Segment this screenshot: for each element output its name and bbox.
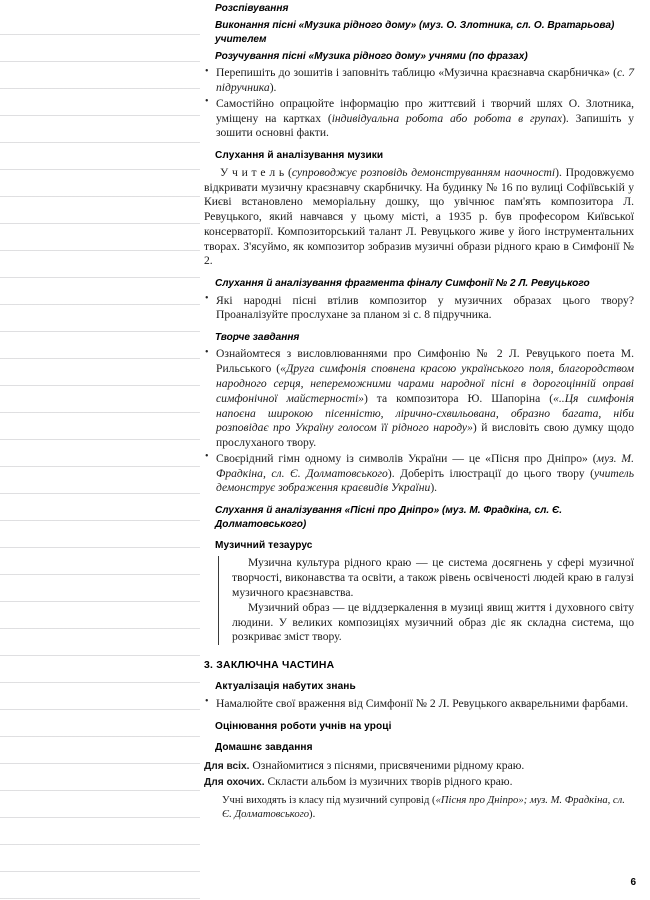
exit-note-pre: Учні виходять із класу під музичний супровід ( xyxy=(222,795,436,807)
heading-creative-task: Творче завдання xyxy=(215,332,300,344)
part-3: ) й висловіть свою думку щодо прослуханого твору. xyxy=(216,421,634,450)
homework-all-label: Для всіх. xyxy=(204,760,250,772)
homework-optional-label: Для охочих. xyxy=(204,777,265,789)
list-item: • Які народні пісні втілив композитор у музичних образах цього твору? Проаналізуйте прослухане за планом зі с. 8 підручника. xyxy=(204,294,634,324)
page-number: 6 xyxy=(630,877,636,888)
bullet-text-italic: с. 7 підручника xyxy=(216,66,634,95)
teacher-paragraph-text: ). Продовжуємо відкривати музичну краєзнавчу скарбничку. На будинку № 16 по вулиці Софіївській у Києві встановлено меморіальну дошку, що увічнює пам'ять композитора Л. Ревуцького, який навчався у цьому місті, а 1935 р. був професором Київської консерваторії. Композиторський талант Л. Ревуцького живе у його інструментальних творах. З'ясуймо, як композитор зобразив музичні образи рідного краю в Симфонії № 2. xyxy=(204,165,635,268)
homework-optional-text: Скласти альбом із музичних творів рідного краю. xyxy=(267,775,513,789)
thesaurus-entry: Музична культура рідного краю — це система досягнень у сфері музичної творчості, виконавства та освіти, а також рівень освіченості людей краю в галузі музичного краєзнавства. xyxy=(232,556,634,600)
part-1: Ознайомтеся з висловлюваннями про Симфонію № 2 Л. Ревуцького поета М. Рильського ( xyxy=(216,347,634,376)
part-3: ). xyxy=(430,481,438,495)
quote-1: «Друга симфонія сповнена красою українського поля, благородством народного серця, непереможними чарами народної пісні в дорогоцінній оправі симфонічної майстерності» xyxy=(216,362,634,405)
thesaurus-callout xyxy=(218,556,634,645)
teacher-label: У ч и т е л ь xyxy=(220,165,285,179)
bullet-text-italic: індивідуальна робота або робота в групах xyxy=(331,111,563,125)
part-2: ) та композитора Ю. Шапоріна ( xyxy=(363,391,554,405)
thesaurus-entry: Музичний образ — це віддзеркалення в музиці явищ життя і духовного світу людини. У великих композиціях музичний образ діє як складна система, що розкриває зміст твору. xyxy=(232,600,634,644)
quote-2: учитель демонструє зображення краєвидів України xyxy=(216,466,634,495)
list-item xyxy=(204,97,634,141)
document-page xyxy=(204,0,634,900)
heading-assessment: Оцінювання роботи учнів на уроці xyxy=(215,720,392,732)
teacher-paragraph: У ч и т е л ь (супроводжує розповідь демонструванням наочності). Продовжуємо відкривати музичну краєзнавчу скарбничку. На будинку № 16 по вулиці Софіївській у Києві встановлено меморіальну дошку, що увічнює пам'ять композитора Л. Ревуцького, який навчався у цьому місті, а 1935 р. був професором Київської консерваторії. Композиторський талант Л. Ревуцького живе у його інструментальних творах. З'ясуймо, як композитор зобразив музичні образи рідного краю в Симфонії № 2. xyxy=(204,165,635,268)
list-item xyxy=(204,66,634,96)
actualization-bullet-list xyxy=(204,697,634,712)
part-1: Своєрідний гімн одному із символів України — це «Пісня про Дніпро» ( xyxy=(216,451,597,465)
homework-for-all xyxy=(204,758,634,773)
quote-1: муз. М. Фрадкіна, сл. Є. Долматовського xyxy=(216,451,634,480)
list-item xyxy=(204,452,634,496)
heading-teacher-performance: Виконання пісні «Музика рідного дому» (муз. О. Злотника, сл. О. Вратарьова) учителем xyxy=(215,20,615,45)
bullet-text-post: ). xyxy=(269,81,277,95)
heading-actualization: Актуалізація набутих знань xyxy=(215,681,356,693)
exit-note-italic: «Пісня про Дніпро»; муз. М. Фрадкіна, сл. Є. Долматовського xyxy=(222,795,625,821)
heading-warmup: Розспівування xyxy=(215,3,289,14)
exit-note-post: ). xyxy=(309,809,316,821)
heading-listening-analysis: Слухання й аналізування музики xyxy=(215,150,384,162)
list-item xyxy=(204,347,634,450)
homework-all-text: Ознайомитися з піснями, присвяченими рідному краю. xyxy=(252,758,525,772)
stage-direction: супроводжує розповідь демонструванням наочності xyxy=(291,165,556,179)
bullet-text-pre: Перепишіть до зошитів і заповніть таблицю «Музична краєзнавча скарбничка» ( xyxy=(216,66,617,80)
quote-2: «..Ця симфонія напоєна широкою пісенністю, лірично-схвильована, образно багата, ніби розповідає про Україну голосом її рідного народу» xyxy=(216,391,634,435)
part-2: ). Доберіть ілюстрації до цього твору ( xyxy=(387,466,594,480)
ruled-paper-background xyxy=(0,0,200,900)
heading-symphony-fragment: Слухання й аналізування фрагмента фіналу Симфонії № 2 Л. Ревуцького xyxy=(215,278,590,290)
homework-optional xyxy=(204,774,634,789)
symphony-bullet-list xyxy=(204,294,634,324)
heading-pupils-learning: Розучування пісні «Музика рідного дому» учнями (по фразах) xyxy=(215,50,528,62)
bullet-text-pre: Самостійно опрацюйте інформацію про життєвий і творчий шлях О. Злотника, уміщену на картках ( xyxy=(216,96,634,125)
heading-homework: Домашнє завдання xyxy=(215,742,313,754)
bullet-text-post: ). Запишіть у зошити основні факти. xyxy=(216,111,634,140)
exit-note xyxy=(222,794,634,822)
heading-dnipro-listening: Слухання й аналізування «Пісні про Дніпро» (муз. М. Фрадкіна, сл. Є. Долматовського) xyxy=(215,505,563,530)
heading-music-thesaurus: Музичний тезаурус xyxy=(215,539,313,551)
creative-bullet-list xyxy=(204,347,634,496)
list-item: • Намалюйте свої враження від Симфонії № 2 Л. Ревуцького акварельними фарбами. xyxy=(204,697,634,712)
heading-final-part: 3. ЗАКЛЮЧНА ЧАСТИНА xyxy=(204,660,335,672)
task-bullet-list xyxy=(204,66,634,141)
